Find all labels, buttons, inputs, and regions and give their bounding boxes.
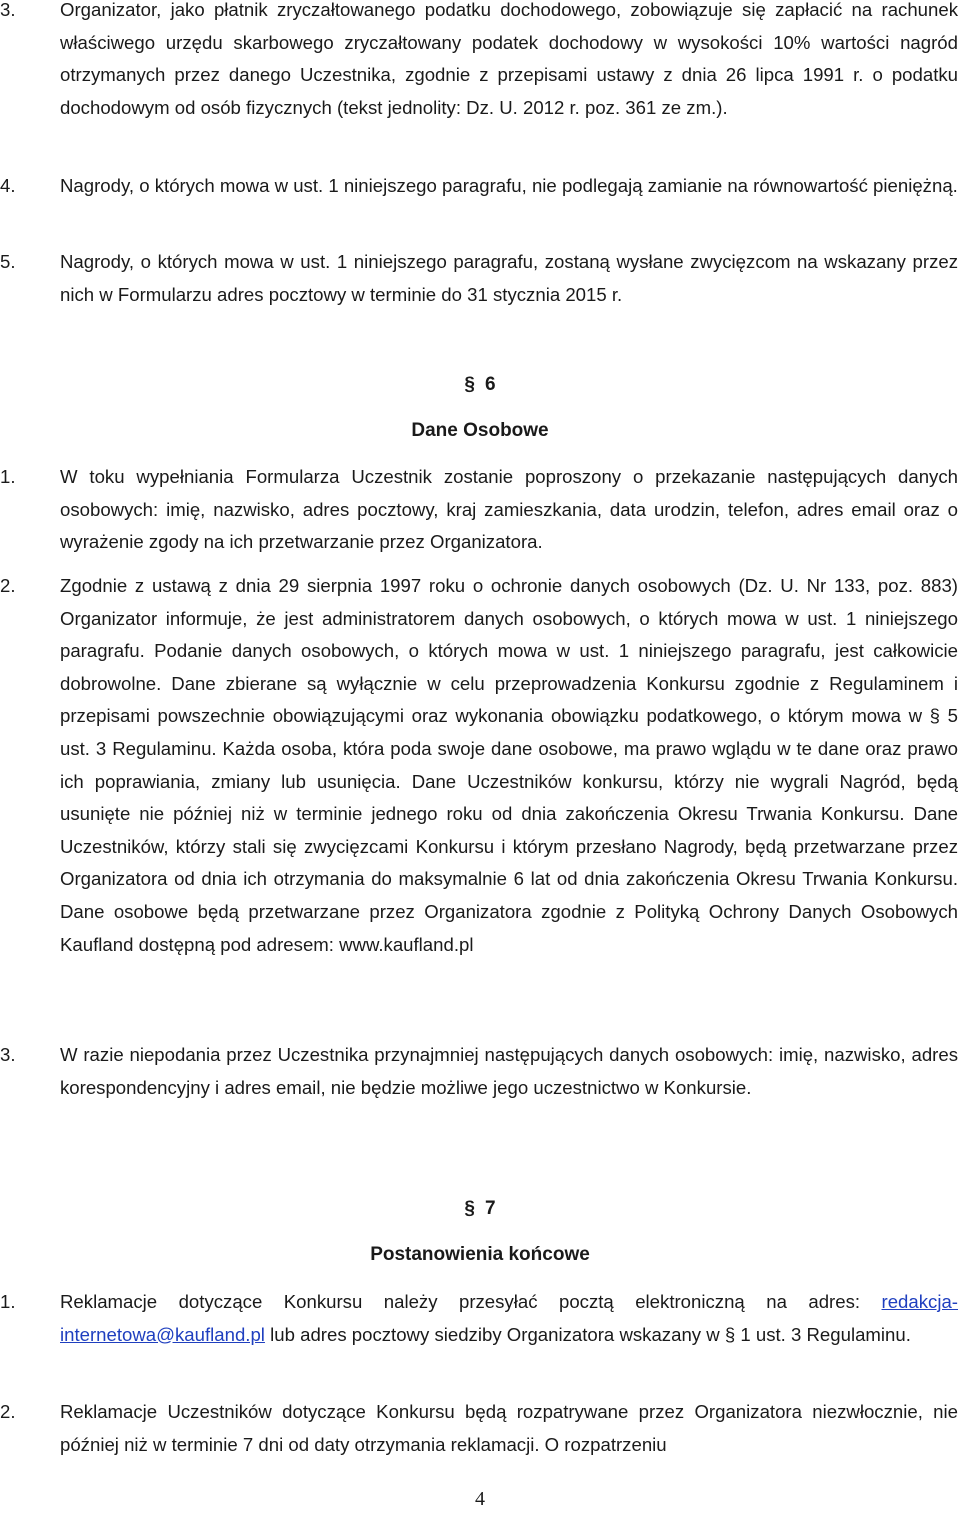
list-item	[0, 1396, 958, 1461]
item-number: 5.	[0, 251, 16, 272]
email-link[interactable]: redakcja-internetowa@kaufland.pl	[60, 1291, 958, 1345]
section-title: Postanowienia końcowe	[370, 1244, 590, 1265]
section-number: 6	[485, 374, 496, 395]
page-number: 4	[475, 1488, 485, 1510]
section-heading-6	[0, 374, 960, 396]
list-item	[0, 1039, 958, 1104]
item-number: 1.	[0, 1291, 16, 1312]
item-text	[60, 1286, 958, 1351]
item-number: 1.	[0, 466, 16, 487]
list-item	[0, 570, 958, 961]
item-number: 2.	[0, 1401, 16, 1422]
section-sign: §	[464, 374, 475, 395]
item-text: Nagrody, o których mowa w ust. 1 niniejszego paragrafu, nie podlegają zamianie na równowartość pieniężną.	[60, 175, 958, 196]
item-text: Reklamacje Uczestników dotyczące Konkursu będą rozpatrywane przez Organizatora niezwłocznie, nie później niż w terminie 7 dni od daty otrzymania reklamacji. O rozpatrzeniu	[60, 1401, 958, 1455]
list-item	[0, 170, 958, 203]
item-number: 2.	[0, 575, 16, 596]
item-text: W razie niepodania przez Uczestnika przynajmniej następujących danych osobowych: imię, nazwisko, adres korespondencyjny i adres email, nie będzie możliwe jego uczestnictwo w Konkursie.	[60, 1044, 958, 1098]
item-number: 3.	[0, 0, 16, 20]
list-item	[0, 461, 958, 559]
section-heading-7	[0, 1198, 960, 1220]
item-text-start: Reklamacje dotyczące Konkursu należy przesyłać pocztą elektroniczną na adres:	[60, 1291, 882, 1312]
section-sign: §	[464, 1198, 475, 1219]
item-text: W toku wypełniania Formularza Uczestnik zostanie poproszony o przekazanie następujących danych osobowych: imię, nazwisko, adres pocztowy, kraj zamieszkania, data urodzin, telefon, adres email oraz o wyrażenie zgody na ich przetwarzanie przez Organizatora.	[60, 466, 958, 553]
item-number: 3.	[0, 1044, 16, 1065]
list-item	[0, 246, 958, 311]
item-text: Nagrody, o których mowa w ust. 1 niniejszego paragrafu, zostaną wysłane zwycięzcom na wskazany przez nich w Formularzu adres pocztowy w terminie do 31 stycznia 2015 r.	[60, 251, 958, 305]
item-text-end: lub adres pocztowy siedziby Organizatora wskazany w § 1 ust. 3 Regulaminu.	[264, 1323, 911, 1345]
list-item	[0, 1286, 958, 1351]
item-text: Organizator, jako płatnik zryczałtowanego podatku dochodowego, zobowiązuje się zapłacić na rachunek właściwego urzędu skarbowego zryczałtowany podatek dochodowy w wysokości 10% wartości nagród otrzymanych przez danego Uczestnika, zgodnie z przepisami ustawy z dnia 26 lipca 1991 r. o podatku dochodowym od osób fizycznych (tekst jednolity: Dz. U. 2012 r. poz. 361 ze zm.).	[60, 0, 958, 118]
section-title: Dane Osobowe	[411, 420, 549, 441]
list-item	[0, 0, 958, 124]
item-number: 4.	[0, 175, 16, 196]
item-text: Zgodnie z ustawą z dnia 29 sierpnia 1997 roku o ochronie danych osobowych (Dz. U. Nr 133, poz. 883) Organizator informuje, że jest administratorem danych osobowych, o których mowa w ust. 1 niniejszego paragrafu. Podanie danych osobowych, o których mowa w ust. 1 niniejszego paragrafu, jest całkowicie dobrowolne. Dane zbierane są wyłącznie w celu przeprowadzenia Konkursu zgodnie z Regulaminem i przepisami powszechnie obowiązującymi oraz wykonania obowiązku podatkowego, o którym mowa w § 5 ust. 3 Regulaminu. Każda osoba, która poda swoje dane osobowe, ma prawo wglądu w te dane oraz prawo ich poprawiania, zmiany lub usunięcia. Dane Uczestników konkursu, którzy nie wygrali Nagród, będą usunięte nie później niż w terminie jednego roku od dnia zakończenia Okresu Trwania Konkursu. Dane Uczestników, którzy stali się zwycięzcami Konkursu i którym przesłano Nagrody, będą przetwarzane przez Organizatora od dnia ich otrzymania do maksymalnie 6 lat od dnia zakończenia Okresu Trwania Konkursu. Dane osobowe będą przetwarzane przez Organizatora zgodnie z Polityką Ochrony Danych Osobowych Kaufland dostępną pod adresem: www.kaufland.pl	[60, 575, 958, 955]
section-number: 7	[485, 1198, 496, 1219]
